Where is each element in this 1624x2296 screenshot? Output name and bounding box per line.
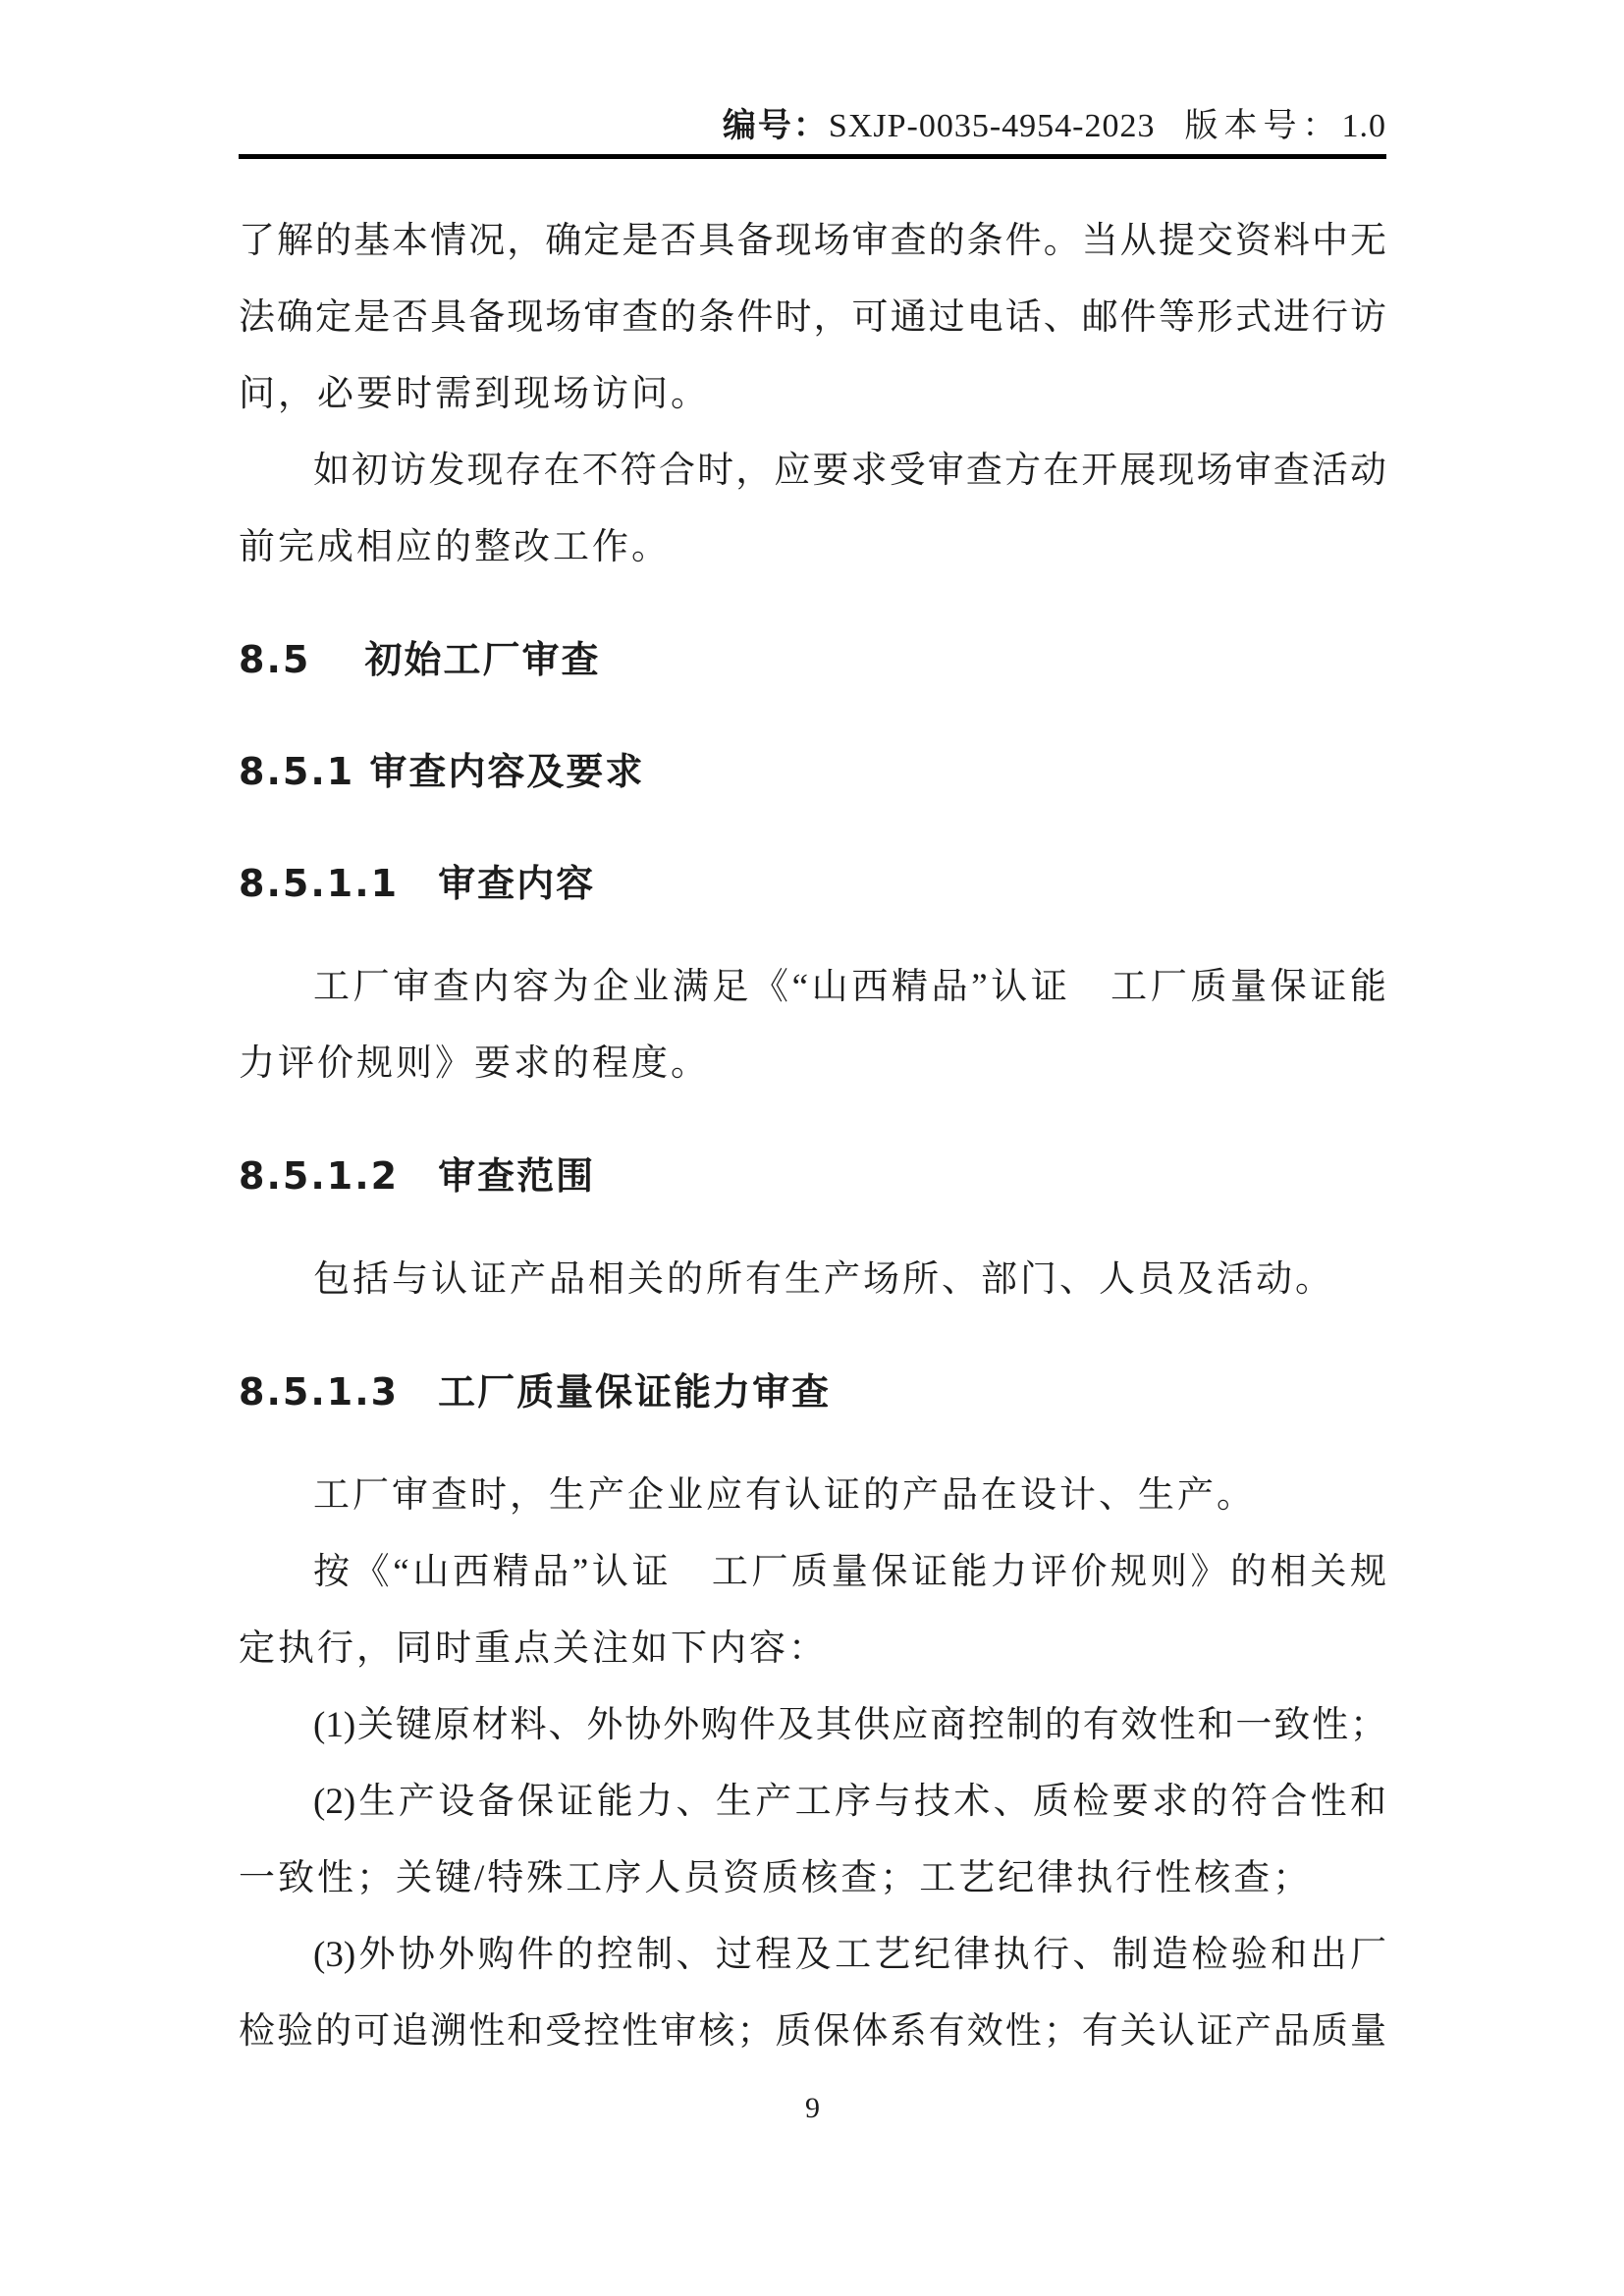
- version-label: 版本号：: [1184, 108, 1342, 144]
- section-heading: [239, 733, 1386, 810]
- page-number: 9: [805, 2092, 820, 2124]
- text-line: 前完成相应的整改工作。: [239, 527, 671, 567]
- paragraph: [239, 433, 1386, 586]
- text-line: (3)外协外购件的控制、过程及工艺纪律执行、制造检验和出厂: [313, 1935, 1386, 1975]
- paragraph: [239, 203, 1386, 433]
- text-line: 一致性；关键/特殊工序人员资质核查；工艺纪律执行性核查；: [239, 1858, 1313, 1898]
- paragraph: [239, 1917, 1386, 2070]
- text-line: 8.5.1.1 审查内容: [239, 862, 596, 905]
- doc-number-label: 编号：: [722, 106, 829, 145]
- text-line: 8.5.1 审查内容及要求: [239, 750, 645, 793]
- section-heading: [239, 621, 1386, 698]
- text-line: 问，必要时需到现场访问。: [239, 374, 710, 414]
- text-line: 力评价规则》要求的程度。: [239, 1043, 710, 1084]
- section-heading: [239, 1138, 1386, 1214]
- content-area: [239, 0, 1386, 2296]
- text-line: (1)关键原材料、外协外购件及其供应商控制的有效性和一致性；: [313, 1705, 1386, 1745]
- text-line: 8.5.1.3 工厂质量保证能力审查: [239, 1370, 832, 1414]
- paragraph: [239, 1534, 1386, 1687]
- text-line: 8.5 初始工厂审查: [239, 638, 601, 681]
- section-heading: [239, 1354, 1386, 1430]
- text-line: 法确定是否具备现场审查的条件时，可通过电话、邮件等形式进行访: [239, 297, 1386, 338]
- text-line: 工厂审查内容为企业满足《“山西精品”认证 工厂质量保证能: [313, 967, 1386, 1007]
- doc-number-value: SXJP-0035-4954-2023: [828, 108, 1156, 144]
- text-line: 包括与认证产品相关的所有生产场所、部门、人员及活动。: [313, 1259, 1334, 1300]
- text-line: 了解的基本情况，确定是否具备现场审查的条件。当从提交资料中无: [239, 221, 1386, 261]
- document-body: [239, 159, 1386, 2070]
- text-line: 按《“山西精品”认证 工厂质量保证能力评价规则》的相关规: [313, 1552, 1386, 1592]
- text-line: 如初访发现存在不符合时，应要求受审查方在开展现场审查活动: [313, 451, 1386, 491]
- paragraph: [239, 1687, 1386, 1764]
- paragraph: [239, 1242, 1386, 1318]
- paragraph: [239, 949, 1386, 1102]
- text-line: 检验的可追溯性和受控性审核；质保体系有效性；有关认证产品质量: [239, 2011, 1386, 2052]
- text-line: (2)生产设备保证能力、生产工序与技术、质检要求的符合性和: [313, 1782, 1386, 1822]
- paragraph: [239, 1458, 1386, 1534]
- document-header: [239, 101, 1386, 151]
- text-line: 工厂审查时，生产企业应有认证的产品在设计、生产。: [313, 1475, 1256, 1516]
- text-line: 8.5.1.2 审查范围: [239, 1154, 596, 1198]
- paragraph: [239, 1764, 1386, 1917]
- section-heading: [239, 845, 1386, 922]
- version-value: 1.0: [1341, 108, 1386, 144]
- text-line: 定执行，同时重点关注如下内容：: [239, 1629, 828, 1669]
